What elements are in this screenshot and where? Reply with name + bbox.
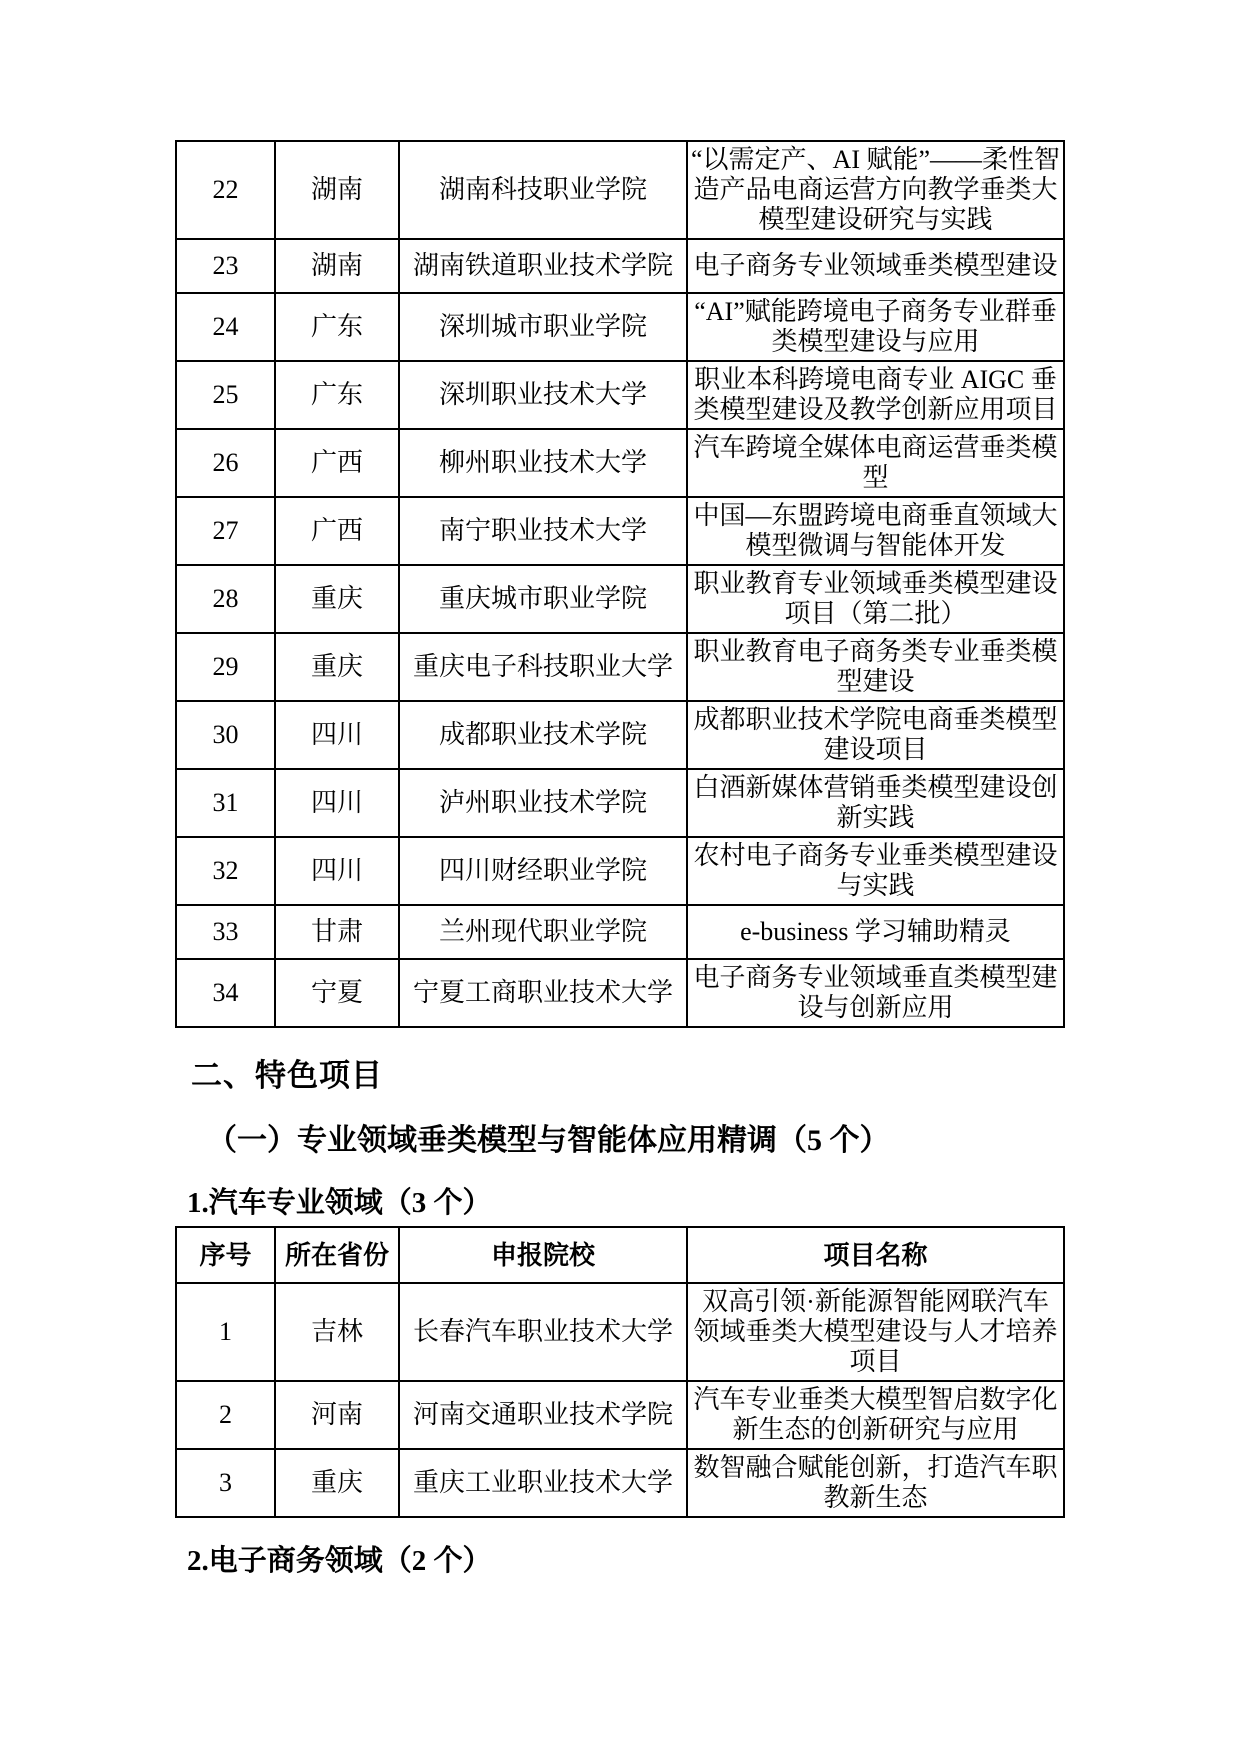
school-cell: 重庆城市职业学院 [399, 565, 687, 633]
project-cell: 电子商务专业领域垂类模型建设 [687, 239, 1064, 293]
school-cell: 柳州职业技术大学 [399, 429, 687, 497]
school-cell: 河南交通职业技术学院 [399, 1381, 687, 1449]
table-row [176, 141, 1064, 239]
serial-cell: 3 [176, 1449, 275, 1517]
section-heading-special-projects: 二、特色项目 [191, 1058, 383, 1093]
serial-cell: 26 [176, 429, 275, 497]
table-row [176, 1283, 1064, 1381]
project-cell: 汽车专业垂类大模型智启数字化新生态的创新研究与应用 [687, 1381, 1064, 1449]
province-cell: 四川 [275, 701, 399, 769]
school-cell: 湖南铁道职业技术学院 [399, 239, 687, 293]
province-header: 所在省份 [275, 1227, 399, 1283]
serial-cell: 24 [176, 293, 275, 361]
school-cell: 重庆电子科技职业大学 [399, 633, 687, 701]
project-cell: 数智融合赋能创新，打造汽车职教新生态 [687, 1449, 1064, 1517]
project-cell: 白酒新媒体营销垂类模型建设创新实践 [687, 769, 1064, 837]
table-row [176, 497, 1064, 565]
serial-cell: 33 [176, 905, 275, 959]
school-cell: 湖南科技职业学院 [399, 141, 687, 239]
table-row [176, 293, 1064, 361]
school-cell: 泸州职业技术学院 [399, 769, 687, 837]
project-cell: 电子商务专业领域垂直类模型建设与创新应用 [687, 959, 1064, 1027]
school-cell: 兰州现代职业学院 [399, 905, 687, 959]
table-header-row [176, 1227, 1064, 1283]
serial-cell: 22 [176, 141, 275, 239]
serial-cell: 2 [176, 1381, 275, 1449]
school-cell: 重庆工业职业技术大学 [399, 1449, 687, 1517]
project-cell: 职业教育电子商务类专业垂类模型建设 [687, 633, 1064, 701]
province-cell: 广西 [275, 429, 399, 497]
school-header: 申报院校 [399, 1227, 687, 1283]
table-row [176, 633, 1064, 701]
province-cell: 重庆 [275, 633, 399, 701]
serial-cell: 28 [176, 565, 275, 633]
province-cell: 吉林 [275, 1283, 399, 1381]
school-cell: 成都职业技术学院 [399, 701, 687, 769]
school-cell: 深圳城市职业学院 [399, 293, 687, 361]
province-cell: 湖南 [275, 239, 399, 293]
serial-cell: 1 [176, 1283, 275, 1381]
table-row [176, 361, 1064, 429]
serial-cell: 29 [176, 633, 275, 701]
project-cell: 汽车跨境全媒体电商运营垂类模型 [687, 429, 1064, 497]
table-row [176, 959, 1064, 1027]
serial-cell: 30 [176, 701, 275, 769]
table-row [176, 1381, 1064, 1449]
heading-ecommerce-field: 2.电子商务领域（2 个） [187, 1545, 492, 1577]
project-header: 项目名称 [687, 1227, 1064, 1283]
province-cell: 河南 [275, 1381, 399, 1449]
project-cell: 职业本科跨境电商专业 AIGC 垂类模型建设及教学创新应用项目 [687, 361, 1064, 429]
table-row [176, 837, 1064, 905]
table-row [176, 1449, 1064, 1517]
project-cell: 双高引领·新能源智能网联汽车领域垂类大模型建设与人才培养项目 [687, 1283, 1064, 1381]
project-list-table-continued [175, 140, 1065, 1028]
serial-cell: 31 [176, 769, 275, 837]
school-cell: 深圳职业技术大学 [399, 361, 687, 429]
serial-cell: 23 [176, 239, 275, 293]
province-cell: 广西 [275, 497, 399, 565]
table-row [176, 905, 1064, 959]
project-cell: 成都职业技术学院电商垂类模型建设项目 [687, 701, 1064, 769]
province-cell: 广东 [275, 293, 399, 361]
serial-cell: 25 [176, 361, 275, 429]
serial-cell: 27 [176, 497, 275, 565]
heading-auto-field: 1.汽车专业领域（3 个） [187, 1187, 492, 1219]
project-cell: 农村电子商务专业垂类模型建设与实践 [687, 837, 1064, 905]
subsection-heading-vertical-model-finetune: （一）专业领域垂类模型与智能体应用精调（5 个） [207, 1124, 890, 1157]
auto-field-table [175, 1226, 1065, 1518]
serial-header: 序号 [176, 1227, 275, 1283]
school-cell: 长春汽车职业技术大学 [399, 1283, 687, 1381]
table-row [176, 239, 1064, 293]
table-row [176, 769, 1064, 837]
project-cell: e-business 学习辅助精灵 [687, 905, 1064, 959]
project-cell: 职业教育专业领域垂类模型建设项目（第二批） [687, 565, 1064, 633]
province-cell: 重庆 [275, 1449, 399, 1517]
project-cell: “AI”赋能跨境电子商务专业群垂类模型建设与应用 [687, 293, 1064, 361]
school-cell: 四川财经职业学院 [399, 837, 687, 905]
project-cell: 中国—东盟跨境电商垂直领域大模型微调与智能体开发 [687, 497, 1064, 565]
province-cell: 四川 [275, 837, 399, 905]
table-row [176, 429, 1064, 497]
province-cell: 广东 [275, 361, 399, 429]
province-cell: 宁夏 [275, 959, 399, 1027]
project-cell: “以需定产、AI 赋能”——柔性智造产品电商运营方向教学垂类大模型建设研究与实践 [687, 141, 1064, 239]
school-cell: 南宁职业技术大学 [399, 497, 687, 565]
table-row [176, 565, 1064, 633]
province-cell: 甘肃 [275, 905, 399, 959]
table-row [176, 701, 1064, 769]
province-cell: 湖南 [275, 141, 399, 239]
serial-cell: 32 [176, 837, 275, 905]
province-cell: 四川 [275, 769, 399, 837]
serial-cell: 34 [176, 959, 275, 1027]
province-cell: 重庆 [275, 565, 399, 633]
school-cell: 宁夏工商职业技术大学 [399, 959, 687, 1027]
